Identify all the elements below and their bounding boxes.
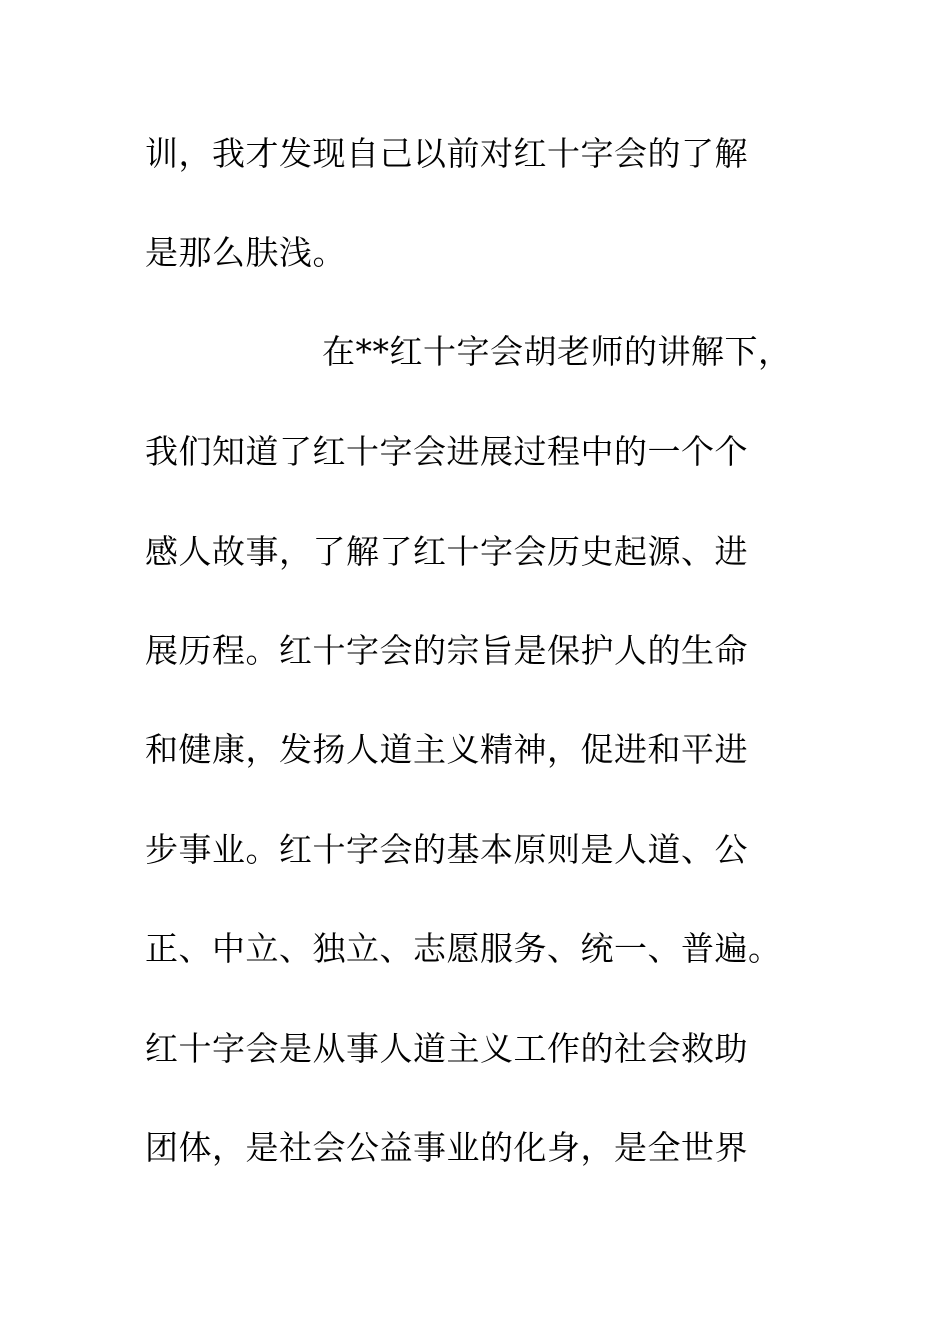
text-line-3: 在**红十字会胡老师的讲解下， bbox=[322, 332, 792, 371]
text-line-5: 感人故事，了解了红十字会历史起源、进 bbox=[145, 532, 748, 571]
text-line-2: 是那么肤浅。 bbox=[145, 233, 346, 272]
text-line-11: 团体，是社会公益事业的化身，是全世界 bbox=[145, 1128, 748, 1167]
text-line-8: 步事业。红十字会的基本原则是人道、公 bbox=[145, 830, 748, 869]
text-line-6: 展历程。红十字会的宗旨是保护人的生命 bbox=[145, 631, 748, 670]
text-line-1: 训，我才发现自己以前对红十字会的了解 bbox=[145, 134, 748, 173]
text-line-10: 红十字会是从事人道主义工作的社会救助 bbox=[145, 1029, 748, 1068]
text-line-7: 和健康，发扬人道主义精神，促进和平进 bbox=[145, 730, 748, 769]
text-line-4: 我们知道了红十字会进展过程中的一个个 bbox=[145, 432, 748, 471]
text-line-9: 正、中立、独立、志愿服务、统一、普遍。 bbox=[145, 929, 782, 968]
